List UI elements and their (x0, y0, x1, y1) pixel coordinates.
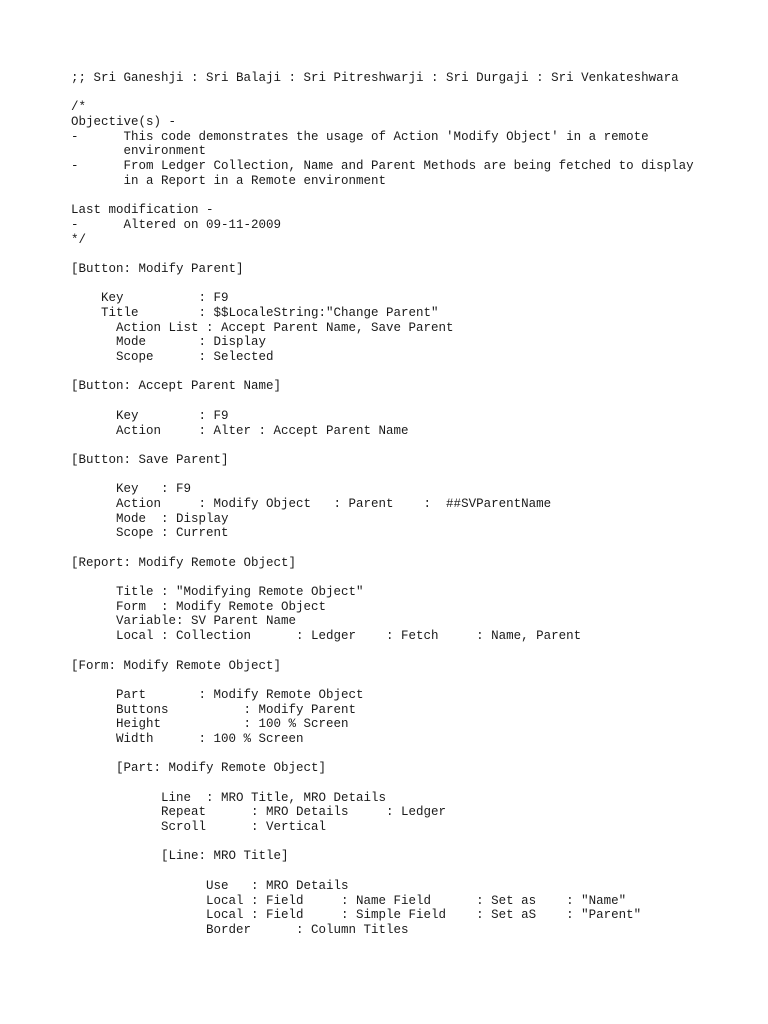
code-line: Action : Modify Object : Parent : ##SVParentName (71, 496, 552, 511)
code-line: Buttons : Modify Parent (71, 702, 357, 717)
code-document (71, 71, 751, 938)
code-line (71, 835, 751, 850)
code-line: Key : F9 (71, 482, 192, 497)
code-line: [Line: MRO Title] (71, 849, 289, 864)
code-line: Border : Column Titles (71, 922, 409, 937)
code-line (71, 438, 751, 453)
code-line: - This code demonstrates the usage of Action 'Modify Object' in a remote (71, 129, 649, 144)
code-line (71, 365, 751, 380)
code-line: [Form: Modify Remote Object] (71, 658, 282, 673)
code-line: environment (71, 144, 207, 159)
code-line (71, 541, 751, 556)
code-line: Width : 100 % Screen (71, 731, 304, 746)
code-line (71, 570, 751, 585)
code-line (71, 189, 751, 204)
code-line: Action : Alter : Accept Parent Name (71, 423, 409, 438)
code-line: [Button: Save Parent] (71, 452, 229, 467)
code-line: Variable: SV Parent Name (71, 614, 297, 629)
code-line (71, 644, 751, 659)
code-line: in a Report in a Remote environment (71, 173, 387, 188)
code-line: Key : F9 (71, 291, 229, 306)
code-line: Objective(s) - (71, 115, 177, 130)
code-line (71, 277, 751, 292)
code-line: Mode : Display (71, 511, 229, 526)
code-line: Mode : Display (71, 335, 267, 350)
code-line: Form : Modify Remote Object (71, 599, 327, 614)
code-line: [Part: Modify Remote Object] (71, 761, 327, 776)
code-line (71, 394, 751, 409)
code-line: Local : Collection : Ledger : Fetch : Name, Parent (71, 629, 582, 644)
code-line: - From Ledger Collection, Name and Parent Methods are being fetched to display (71, 159, 694, 174)
code-line: Scroll : Vertical (71, 820, 327, 835)
code-line: Title : "Modifying Remote Object" (71, 585, 364, 600)
code-line: Local : Field : Simple Field : Set aS : "Parent" (71, 908, 642, 923)
code-line (71, 247, 751, 262)
code-line: [Button: Accept Parent Name] (71, 379, 282, 394)
code-line: ;; Sri Ganeshji : Sri Balaji : Sri Pitreshwarji : Sri Durgaji : Sri Venkateshwara (71, 71, 679, 85)
code-line: Line : MRO Title, MRO Details (71, 790, 387, 805)
code-line: Repeat : MRO Details : Ledger (71, 805, 447, 820)
code-line: Use : MRO Details (71, 878, 349, 893)
code-line (71, 747, 751, 762)
code-line: Key : F9 (71, 408, 229, 423)
code-line: [Button: Modify Parent] (71, 261, 244, 276)
code-line (71, 86, 751, 101)
code-line: Last modification - (71, 203, 214, 218)
code-line: */ (71, 232, 87, 247)
code-line: Height : 100 % Screen (71, 717, 349, 732)
code-line: Part : Modify Remote Object (71, 687, 364, 702)
code-line: Local : Field : Name Field : Set as : "Name" (71, 893, 627, 908)
code-line: Scope : Current (71, 526, 229, 541)
code-line (71, 776, 751, 791)
code-line (71, 864, 751, 879)
code-line: [Report: Modify Remote Object] (71, 555, 297, 570)
code-line (71, 468, 751, 483)
code-line (71, 673, 751, 688)
code-line: Action List : Accept Parent Name, Save Parent (71, 320, 454, 335)
code-line: /* (71, 100, 87, 115)
code-line: Scope : Selected (71, 350, 274, 365)
code-line: Title : $$LocaleString:"Change Parent" (71, 306, 439, 320)
code-line: - Altered on 09-11-2009 (71, 217, 282, 232)
